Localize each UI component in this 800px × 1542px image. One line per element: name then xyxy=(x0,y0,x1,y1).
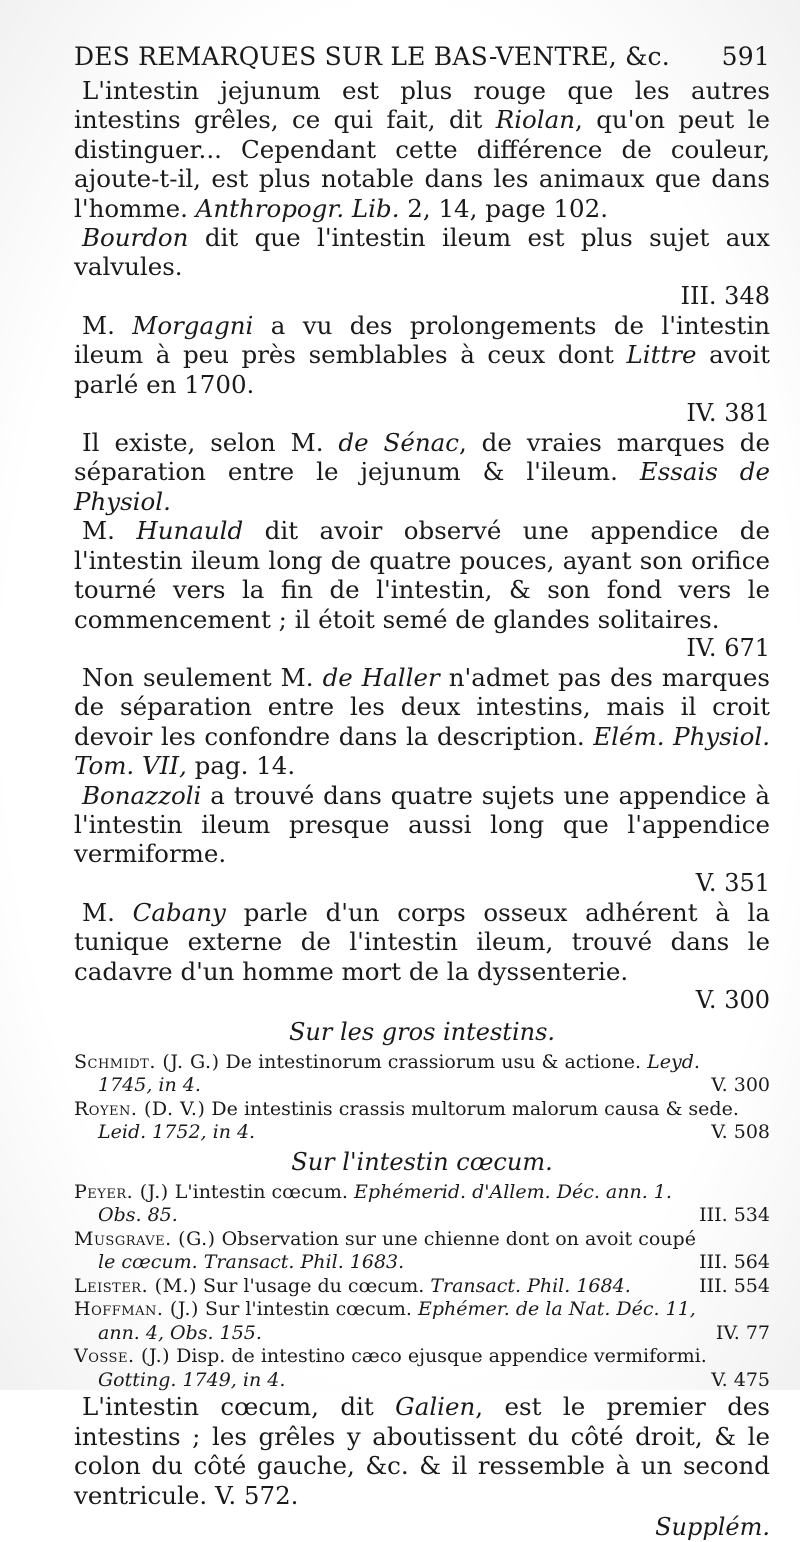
entry-publication: Obs. 85. xyxy=(98,1204,178,1227)
entry-title: De intestinis crassis multorum malorum causa & sede. xyxy=(205,1097,739,1120)
entry-title: Sur l'intestin cœcum. xyxy=(198,1298,418,1321)
volume-reference: V. 351 xyxy=(695,868,770,897)
entry-author: Schmidt. (J. G.) xyxy=(74,1050,220,1073)
author-name: Hunauld xyxy=(136,516,244,546)
paragraph-bonazzoli xyxy=(74,781,770,869)
entry-author: Leister. (M.) xyxy=(74,1274,197,1297)
paragraph-text: Non seulement M. xyxy=(82,662,323,692)
author-name: de Haller xyxy=(322,662,440,692)
paragraph-haller xyxy=(74,663,770,781)
bibliography-entry xyxy=(74,1228,770,1252)
entry-title: Disp. de intestino cæco ejusque appendice vermiformi. xyxy=(170,1345,707,1368)
author-name: Galien xyxy=(395,1392,476,1422)
volume-reference: V. 300 xyxy=(695,985,770,1014)
entry-title: De intestinorum crassiorum usu & actione. xyxy=(219,1050,648,1073)
paragraph-text: n'admet pas des marques de séparation entre les deux intestins, mais il croit devoir les confondre dans la description. xyxy=(74,662,770,751)
entry-title: Observation sur une chienne dont on avoit coupé xyxy=(215,1227,696,1250)
volume-reference: III. 564 xyxy=(699,1251,770,1274)
volume-reference: V. 508 xyxy=(711,1121,770,1144)
entry-publication: Ephémer. de la Nat. Déc. 11, xyxy=(418,1298,696,1321)
section-heading: Sur les gros intestins. xyxy=(288,1017,556,1046)
paragraph-text: L'intestin cœcum, dit xyxy=(82,1392,396,1422)
paragraph-galien xyxy=(74,1392,770,1510)
author-name: de Sénac xyxy=(338,428,459,458)
source-citation: Anthropogr. Lib. xyxy=(195,193,400,223)
entry-author: Royen. (D. V.) xyxy=(74,1097,206,1120)
entry-publication: Ephémerid. d'Allem. Déc. ann. 1. xyxy=(353,1180,672,1203)
entry-publication: ann. 4, Obs. 155. xyxy=(98,1321,262,1344)
entry-author: Hoffman. (J.) xyxy=(74,1298,199,1321)
paragraph-text: pag. 14. xyxy=(186,751,296,781)
paragraph-text: dit que l'intestin ileum est plus sujet aux valvules. xyxy=(74,223,770,282)
volume-reference: IV. 381 xyxy=(686,399,770,428)
volume-reference: III. 348 xyxy=(680,281,770,310)
paragraph-text: M. xyxy=(82,310,133,340)
entry-publication: le cœcum. Transact. Phil. 1683. xyxy=(98,1251,405,1274)
paragraph-senac xyxy=(74,428,770,516)
paragraph-text: , est le premier des intestins ; les grêles y aboutissent du côté droit, & le colon du côté gauche, &c. & il ressemble à un second ventricule. xyxy=(74,1392,770,1510)
running-head xyxy=(74,42,770,72)
volume-reference: III. 554 xyxy=(699,1274,770,1297)
volume-reference: V. 475 xyxy=(711,1368,770,1391)
source-citation: Elém. Physiol. Tom. VII, xyxy=(74,721,770,781)
paragraph-text: a trouvé dans quatre sujets une appendice à l'intestin ileum presque aussi long que l'appendice vermiforme. xyxy=(74,780,770,869)
author-name: Bourdon xyxy=(82,223,189,253)
volume-reference: III. 534 xyxy=(699,1204,770,1227)
volume-reference: V. 572. xyxy=(214,1480,299,1510)
paragraph-text: 2, 14, page 102. xyxy=(399,193,609,223)
running-title: DES REMARQUES SUR LE BAS-VENTRE, &c. xyxy=(74,42,670,71)
volume-reference: IV. 671 xyxy=(686,633,770,662)
paragraph-text: parle d'un corps osseux adhérent à la tunique externe de l'intestin ileum, trouvé dans le cadavre d'un homme mort de la dyssenterie. xyxy=(74,897,770,986)
volume-reference: V. 300 xyxy=(711,1074,770,1097)
entry-continuation xyxy=(74,1074,770,1098)
entry-body xyxy=(74,1275,631,1299)
entry-author: Peyer. (J.) xyxy=(74,1180,169,1203)
paragraph-morgagni xyxy=(74,311,770,399)
entry-continuation xyxy=(74,1251,770,1275)
author-name: Riolan xyxy=(495,105,576,135)
author-name: Cabany xyxy=(132,897,226,927)
author-name: Bonazzoli xyxy=(82,780,202,810)
entry-continuation xyxy=(74,1204,770,1228)
entry-publication: Gotting. 1749, in 4. xyxy=(98,1368,286,1391)
bibliography-entry xyxy=(74,1098,770,1122)
bibliography-entry xyxy=(74,1345,770,1369)
paragraph-text: avoit parlé en 1700. xyxy=(74,340,770,399)
author-name: Morgagni xyxy=(132,310,254,340)
page-number: 591 xyxy=(721,42,770,71)
paragraph-text: dit avoir observé une appendice de l'intestin ileum long de quatre pouces, ayant son orifice tourné vers la fin de l'intestin, & son fond vers le commencement ; il étoit semé de glandes solitaires. xyxy=(74,516,770,634)
bibliography-entry xyxy=(74,1181,770,1205)
entry-author: Musgrave. (G.) xyxy=(74,1227,216,1250)
paragraph-text: a vu des prolongements de l'intestin ileum à peu près semblables à ceux dont xyxy=(74,310,770,370)
source-citation: Essais de Physiol. xyxy=(74,457,770,516)
entry-title: L'intestin cœcum. xyxy=(168,1180,354,1203)
paragraph-text: , de vraies marques de séparation entre le jejunum & l'ileum. xyxy=(74,428,770,487)
paragraph-hunauld xyxy=(74,516,770,634)
entry-publication: Leyd. xyxy=(647,1050,700,1073)
catchword: Supplém. xyxy=(655,1513,770,1542)
entry-continuation xyxy=(74,1121,770,1145)
entry-author: Vosse. (J.) xyxy=(74,1345,171,1368)
entry-publication: Leid. 1752, in 4. xyxy=(98,1121,256,1144)
paragraph-text: L'intestin jejunum est plus rouge que les autres intestins grêles, ce qui fait, dit xyxy=(74,76,770,135)
entry-continuation xyxy=(74,1369,770,1393)
volume-reference: IV. 77 xyxy=(715,1321,770,1344)
entry-continuation xyxy=(74,1322,770,1346)
paragraph-jejunum xyxy=(74,76,770,223)
paragraph-bourdon xyxy=(74,223,770,282)
paragraph-text: , qu'on peut le distinguer... Cependant cette différence de couleur, ajoute-t-il, est plus notable dans les animaux que dans l'homme. xyxy=(74,105,770,223)
entry-publication: 1745, in 4. xyxy=(98,1074,201,1097)
bibliography-entry xyxy=(74,1275,770,1299)
paragraph-text: M. xyxy=(82,516,137,546)
bibliography-entry xyxy=(74,1051,770,1075)
entry-publication: Transact. Phil. 1684. xyxy=(430,1274,631,1297)
section-heading: Sur l'intestin cœcum. xyxy=(291,1147,553,1176)
paragraph-cabany xyxy=(74,898,770,986)
entry-title: Sur l'usage du cœcum. xyxy=(197,1274,431,1297)
bibliography-entry xyxy=(74,1298,770,1322)
author-name: Littre xyxy=(626,340,697,370)
paragraph-text: M. xyxy=(82,897,133,927)
paragraph-text: Il existe, selon M. xyxy=(82,428,339,458)
